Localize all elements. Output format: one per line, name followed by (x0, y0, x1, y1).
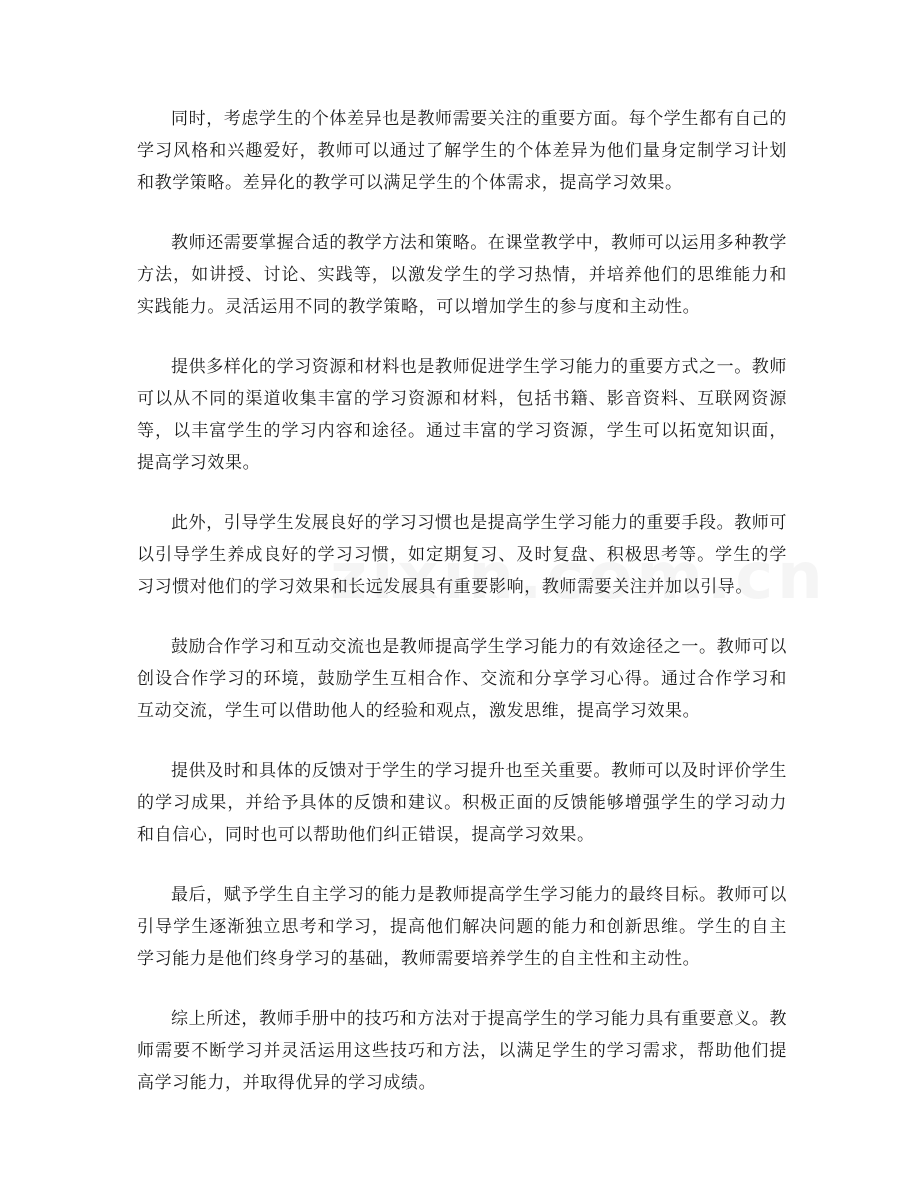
paragraph-learning-resources: 提供多样化的学习资源和材料也是教师促进学生学习能力的重要方式之一。教师可以从不同的渠道收集丰富的学习资源和材料，包括书籍、影音资料、互联网资源等，以丰富学生的学习内容和途径。通过丰富的学习资源，学生可以拓宽知识面，提高学习效果。 (137, 357, 787, 473)
document-body (137, 103, 787, 1127)
paragraph-conclusion: 综上所述，教师手册中的技巧和方法对于提高学生的学习能力具有重要意义。教师需要不断学习并灵活运用这些技巧和方法，以满足学生的学习需求，帮助他们提高学习能力，并取得优异的学习成绩。 (137, 1009, 787, 1093)
paragraph-teaching-methods: 教师还需要掌握合适的教学方法和策略。在课堂教学中，教师可以运用多种教学方法，如讲授、讨论、实践等，以激发学生的学习热情，并培养他们的思维能力和实践能力。灵活运用不同的教学策略，可以增加学生的参与度和主动性。 (137, 233, 787, 317)
paragraph-study-habits: 此外，引导学生发展良好的学习习惯也是提高学生学习能力的重要手段。教师可以引导学生养成良好的学习习惯，如定期复习、及时复盘、积极思考等。学生的学习习惯对他们的学习效果和长远发展具有重要影响，教师需要关注并加以引导。 (137, 513, 787, 597)
paragraph-cooperative-learning: 鼓励合作学习和互动交流也是教师提高学生学习能力的有效途径之一。教师可以创设合作学习的环境，鼓励学生互相合作、交流和分享学习心得。通过合作学习和互动交流，学生可以借助他人的经验和观点，激发思维，提高学习效果。 (137, 637, 787, 721)
paragraph-autonomous-learning: 最后，赋予学生自主学习的能力是教师提高学生学习能力的最终目标。教师可以引导学生逐渐独立思考和学习，提高他们解决问题的能力和创新思维。学生的自主学习能力是他们终身学习的基础，教师需要培养学生的自主性和主动性。 (137, 885, 787, 969)
paragraph-individual-differences: 同时，考虑学生的个体差异也是教师需要关注的重要方面。每个学生都有自己的学习风格和兴趣爱好，教师可以通过了解学生的个体差异为他们量身定制学习计划和教学策略。差异化的教学可以满足学生的个体需求，提高学习效果。 (137, 109, 787, 193)
paragraph-feedback: 提供及时和具体的反馈对于学生的学习提升也至关重要。教师可以及时评价学生的学习成果，并给予具体的反馈和建议。积极正面的反馈能够增强学生的学习动力和自信心，同时也可以帮助他们纠正错误，提高学习效果。 (137, 761, 787, 845)
